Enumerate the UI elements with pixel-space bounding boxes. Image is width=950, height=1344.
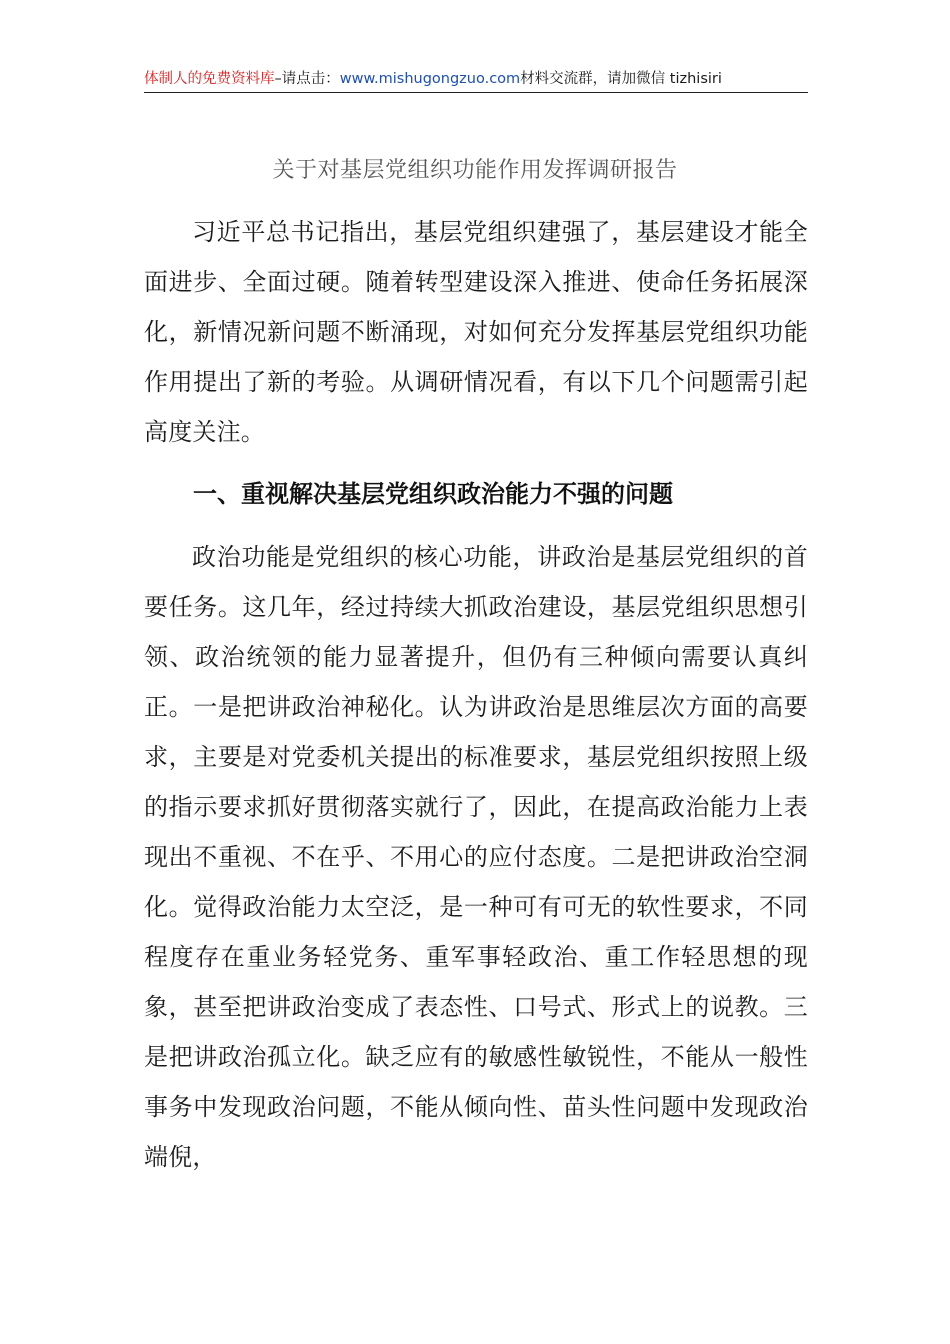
document-title: 关于对基层党组织功能作用发挥调研报告 [272, 158, 678, 183]
website-link[interactable]: www.mishugongzuo.com [339, 71, 521, 87]
intro-paragraph: 习近平总书记指出，基层党组织建强了，基层建设才能全面进步、全面过硬。随着转型建设深入推进、使命任务拓展深化，新情况新问题不断涌现，对如何充分发挥基层党组织功能作用提出了新的考验。从调研情况看，有以下几个问题需引起高度关注。 [144, 218, 808, 446]
intro-paragraph-block [144, 207, 808, 457]
header-prompt: –请点击： [274, 71, 340, 87]
section-heading: 一、重视解决基层党组织政治能力不强的问题 [193, 480, 673, 508]
brand-text: 体制人的免费资料库 [144, 71, 275, 87]
page-header [144, 66, 808, 93]
section-body-block [144, 532, 808, 1182]
section-paragraph: 政治功能是党组织的核心功能，讲政治是基层党组织的首要任务。这几年，经过持续大抓政治建设，基层党组织思想引领、政治统领的能力显著提升，但仍有三种倾向需要认真纠正。一是把讲政治神秘化。认为讲政治是思维层次方面的高要求，主要是对党委机关提出的标准要求，基层党组织按照上级的指示要求抓好贯彻落实就行了，因此，在提高政治能力上表现出不重视、不在乎、不用心的应付态度。二是把讲政治空洞化。觉得政治能力太空泛，是一种可有可无的软性要求，不同程度存在重业务轻党务、重军事轻政治、重工作轻思想的现象，甚至把讲政治变成了表态性、口号式、形式上的说教。三是把讲政治孤立化。缺乏应有的敏感性敏锐性，不能从一般性事务中发现政治问题，不能从倾向性、苗头性问题中发现政治端倪， [144, 543, 808, 1171]
header-note: 材料交流群，请加微信 tizhisiri [520, 71, 722, 87]
